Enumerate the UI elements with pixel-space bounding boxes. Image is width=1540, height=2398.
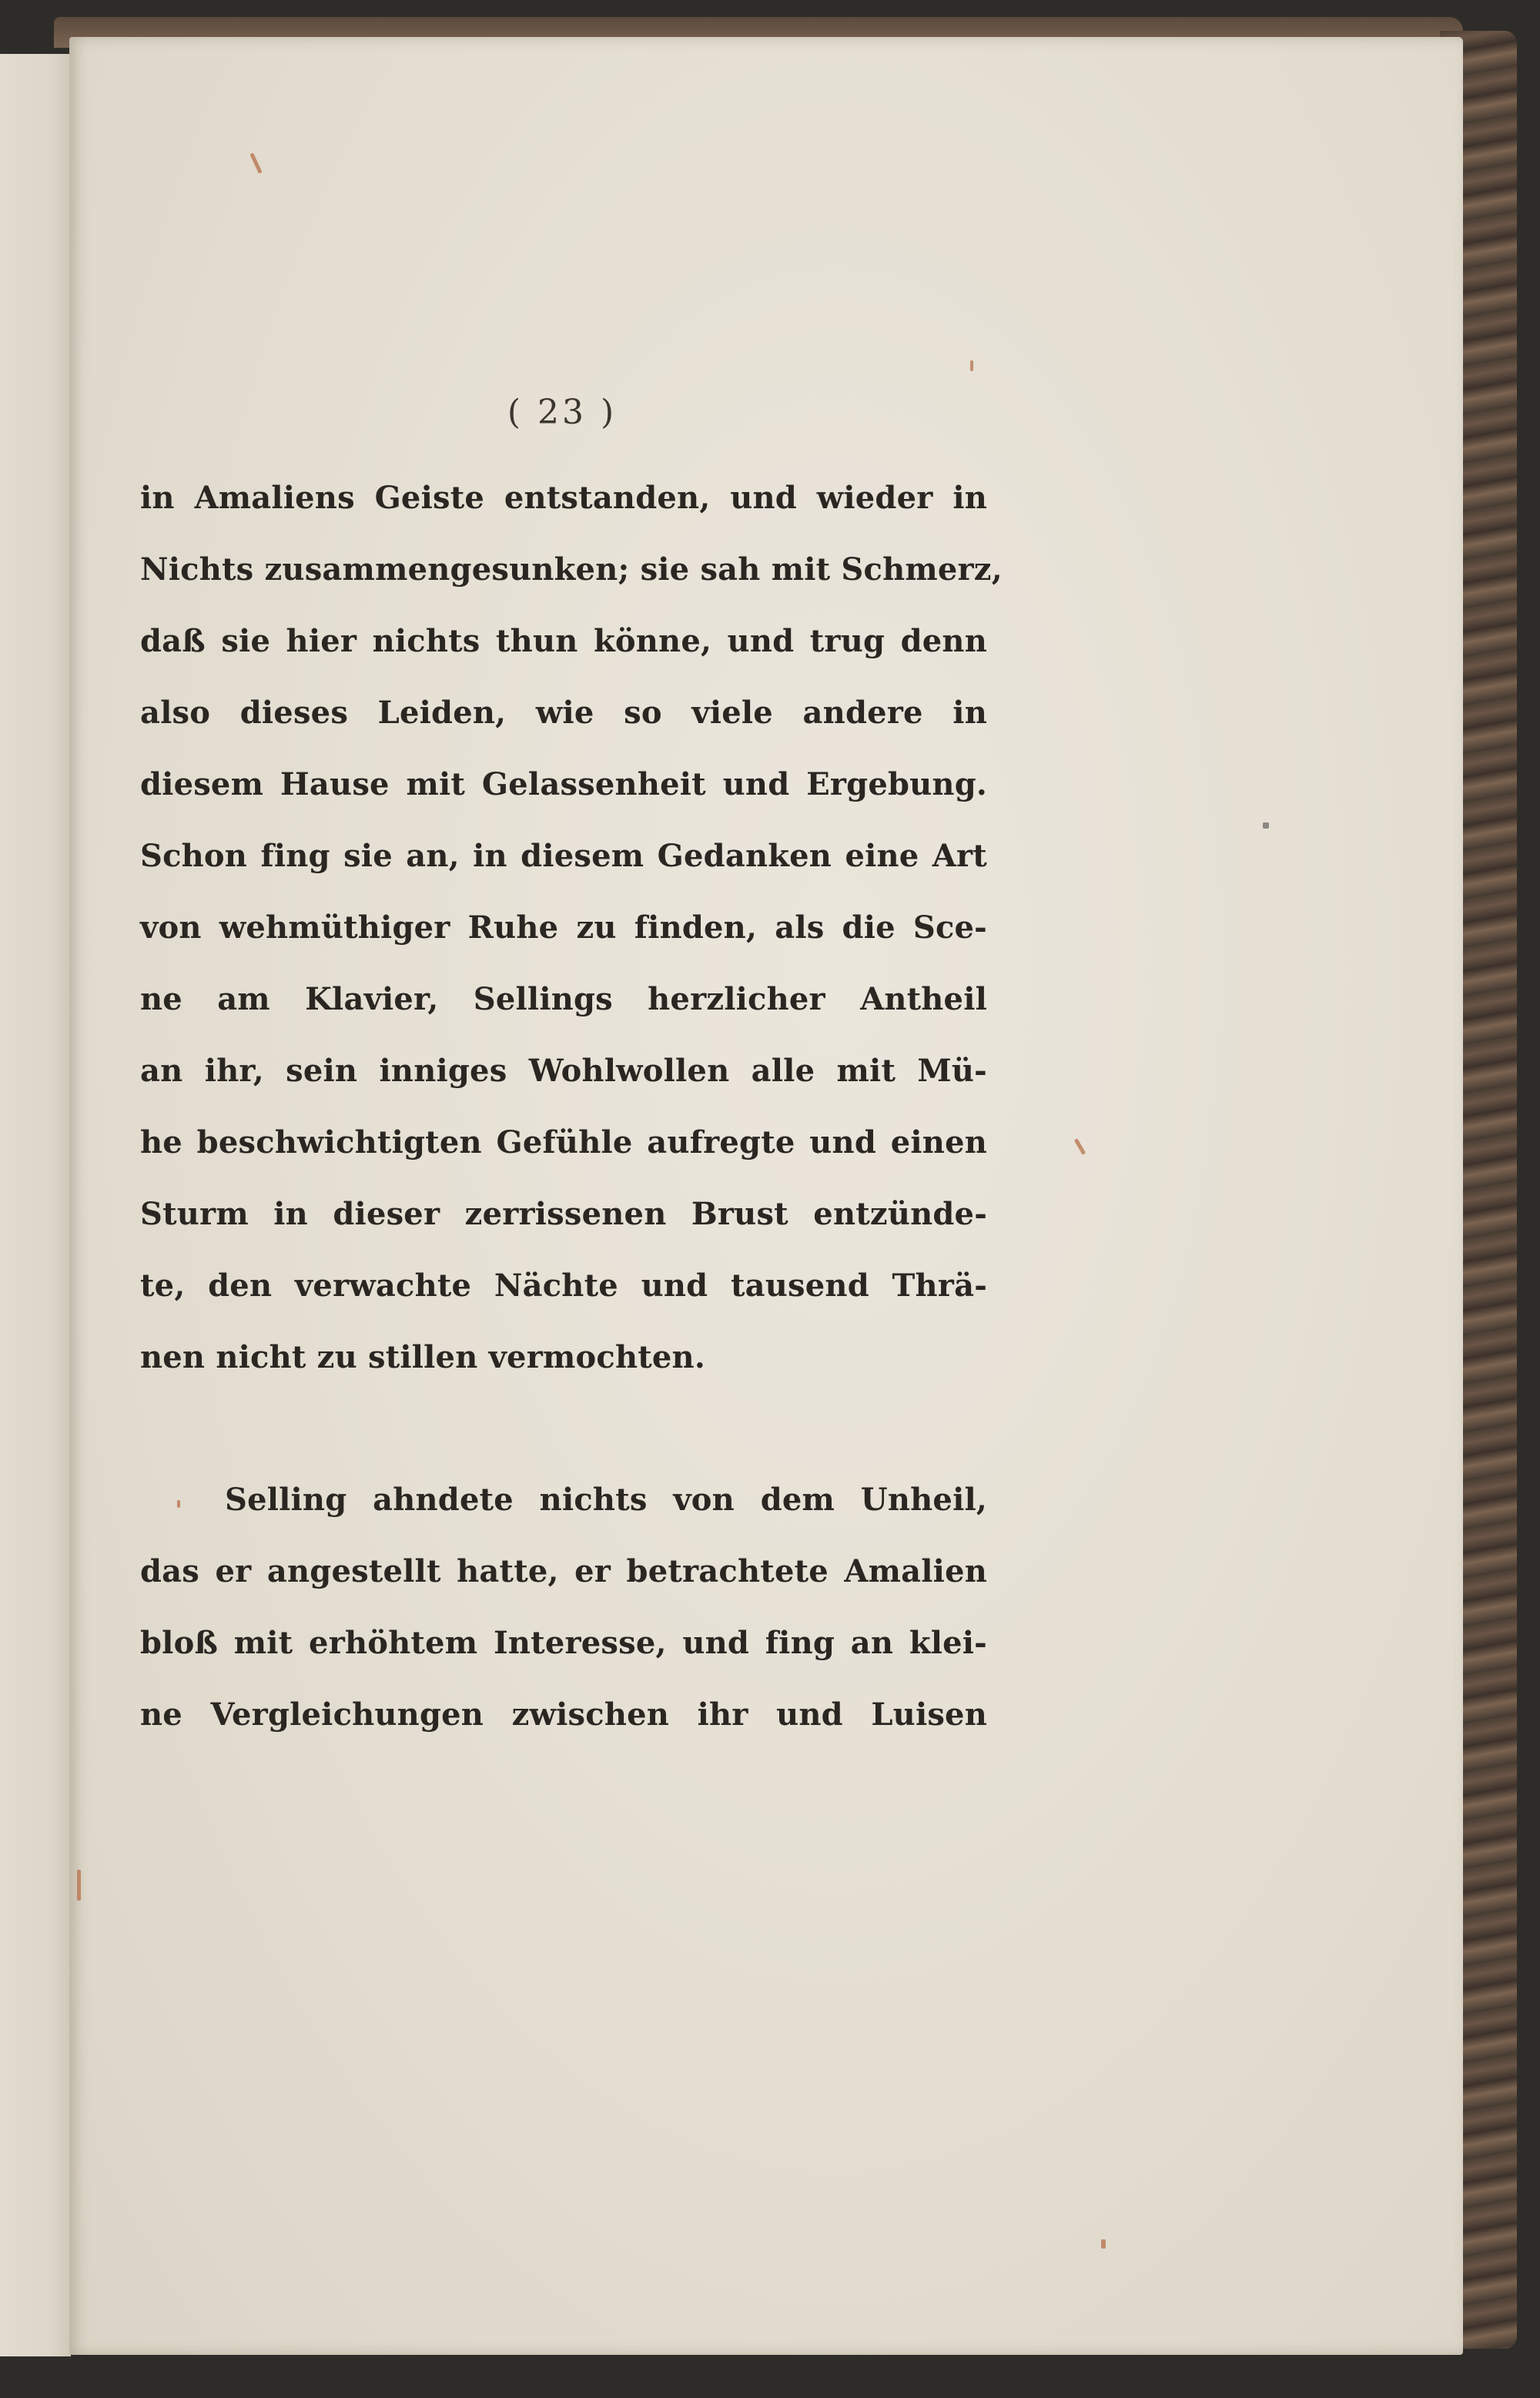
text-line: bloß mit erhöhtem Interesse, und fing an klei-	[140, 1625, 987, 1661]
text-line: te, den verwachte Nächte und tausend Thrä-	[140, 1268, 987, 1304]
text-line: Nichts zusammengesunken; sie sah mit Schmerz,	[140, 551, 1003, 588]
text-line: Schon fing sie an, in diesem Gedanken eine Art	[140, 838, 987, 874]
page-body-text	[140, 462, 1003, 1750]
text-line: Selling ahndete nichts von dem Unheil,	[225, 1482, 987, 1518]
paper-speck	[1074, 1138, 1086, 1155]
paper-speck	[77, 1870, 81, 1901]
text-line: an ihr, sein inniges Wohlwollen alle mit Mü-	[140, 1053, 987, 1089]
text-line: Sturm in dieser zerrissenen Brust entzünde-	[140, 1196, 987, 1232]
text-line: nen nicht zu stillen vermochten.	[140, 1339, 705, 1375]
text-line: von wehmüthiger Ruhe zu finden, als die Sce-	[140, 909, 987, 946]
page-number: ( 23 )	[507, 393, 618, 432]
text-line: das er angestellt hatte, er betrachtete Amalien	[140, 1553, 987, 1589]
left-page-edge	[0, 54, 71, 2356]
paper-speck	[970, 360, 973, 371]
paper-speck	[1263, 822, 1269, 829]
text-line: ne Vergleichungen zwischen ihr und Luisen	[140, 1696, 987, 1733]
text-line: ne am Klavier, Sellings herzlicher Antheil	[140, 981, 987, 1017]
paper-speck	[1101, 2239, 1106, 2249]
text-line: he beschwichtigten Gefühle aufregte und einen	[140, 1124, 987, 1160]
text-line: diesem Hause mit Gelassenheit und Ergebung.	[140, 766, 987, 802]
text-line: daß sie hier nichts thun könne, und trug denn	[140, 623, 987, 659]
text-line: also dieses Leiden, wie so viele andere in	[140, 695, 987, 731]
paper-speck	[249, 152, 262, 173]
text-line: in Amaliens Geiste entstanden, und wieder in	[140, 480, 987, 516]
